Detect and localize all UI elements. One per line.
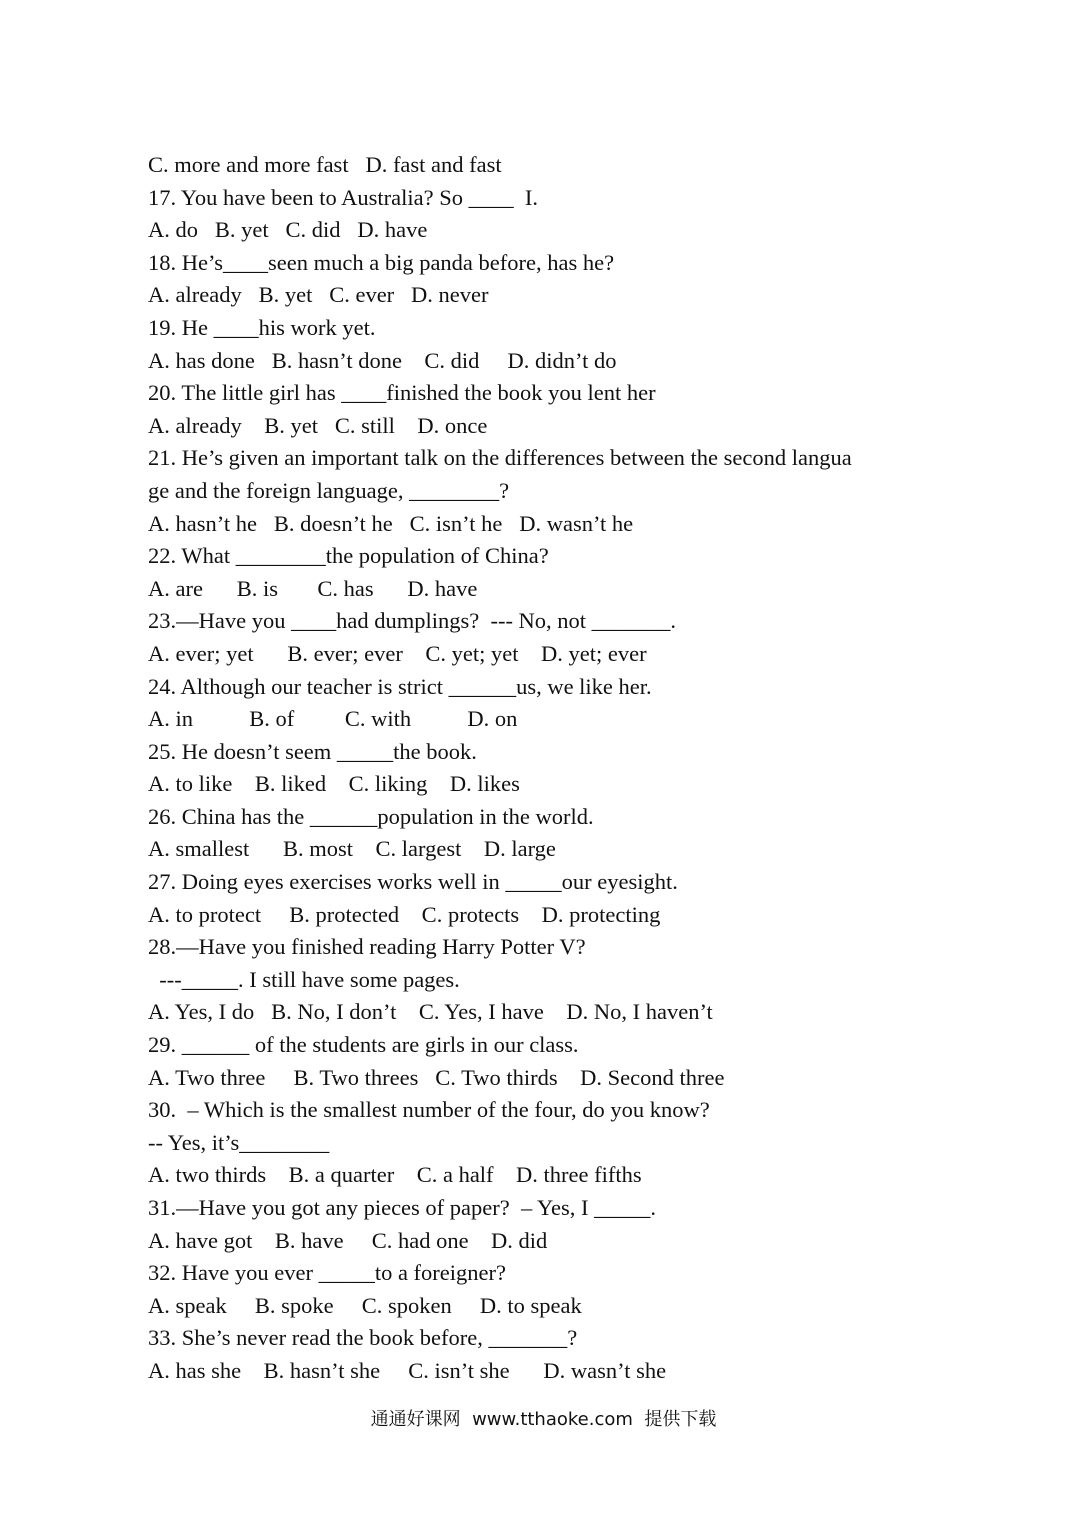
options-24: A. in B. of C. with D. on: [148, 706, 518, 732]
question-28-reply: ---_____. I still have some pages.: [148, 966, 460, 992]
question-24: 24. Although our teacher is strict ______us, we like her.: [148, 673, 652, 699]
question-32: 32. Have you ever _____to a foreigner?: [148, 1260, 506, 1286]
options-17: A. do B. yet C. did D. have: [148, 217, 428, 243]
question-21-continued: ge and the foreign language, ________?: [148, 477, 510, 503]
question-26: 26. China has the ______population in the world.: [148, 803, 594, 829]
options-20: A. already B. yet C. still D. once: [148, 412, 488, 438]
question-25: 25. He doesn’t seem _____the book.: [148, 738, 477, 764]
question-27: 27. Doing eyes exercises works well in _____our eyesight.: [148, 869, 678, 895]
question-28: 28.—Have you finished reading Harry Potter V?: [148, 934, 586, 960]
text-line: C. more and more fast D. fast and fast: [148, 152, 502, 177]
question-18: 18. He’s____seen much a big panda before, has he?: [148, 249, 615, 275]
options-23: A. ever; yet B. ever; ever C. yet; yet D. yet; ever: [148, 640, 647, 666]
options-19: A. has done B. hasn’t done C. did D. didn’t do: [148, 347, 617, 373]
options-31: A. have got B. have C. had one D. did: [148, 1227, 548, 1253]
question-30: 30. – Which is the smallest number of the four, do you know?: [148, 1097, 710, 1123]
question-20: 20. The little girl has ____finished the book you lent her: [148, 380, 656, 406]
options-33: A. has she B. hasn’t she C. isn’t she D. wasn’t she: [148, 1357, 667, 1383]
options-30: A. two thirds B. a quarter C. a half D. three fifths: [148, 1162, 642, 1188]
options-26: A. smallest B. most C. largest D. large: [148, 836, 556, 862]
options-32: A. speak B. spoke C. spoken D. to speak: [148, 1292, 582, 1318]
question-30-reply: -- Yes, it’s________: [148, 1129, 330, 1155]
options-22: A. are B. is C. has D. have: [148, 575, 478, 601]
question-29: 29. ______ of the students are girls in our class.: [148, 1032, 579, 1058]
question-33: 33. She’s never read the book before, _______?: [148, 1325, 578, 1351]
options-21: A. hasn’t he B. doesn’t he C. isn’t he D. wasn’t he: [148, 510, 634, 536]
options-28: A. Yes, I do B. No, I don’t C. Yes, I have D. No, I haven’t: [148, 999, 713, 1025]
options-18: A. already B. yet C. ever D. never: [148, 282, 489, 308]
question-21: 21. He’s given an important talk on the differences between the second langua: [148, 445, 852, 471]
options-27: A. to protect B. protected C. protects D. protecting: [148, 901, 661, 927]
question-22: 22. What ________the population of China?: [148, 543, 549, 569]
exercise-text: [148, 149, 948, 1388]
question-17: 17. You have been to Australia? So ____ I.: [148, 184, 538, 210]
question-31: 31.—Have you got any pieces of paper? – Yes, I _____.: [148, 1195, 657, 1220]
options-25: A. to like B. liked C. liking D. likes: [148, 771, 520, 797]
page-footer: 通通好课网 www.tthaoke.com 提供下载: [370, 1409, 717, 1430]
options-29: A. Two three B. Two threes C. Two thirds D. Second three: [148, 1064, 725, 1090]
question-23: 23.—Have you ____had dumplings? --- No, not _______.: [148, 608, 677, 634]
question-19: 19. He ____his work yet.: [148, 314, 376, 340]
